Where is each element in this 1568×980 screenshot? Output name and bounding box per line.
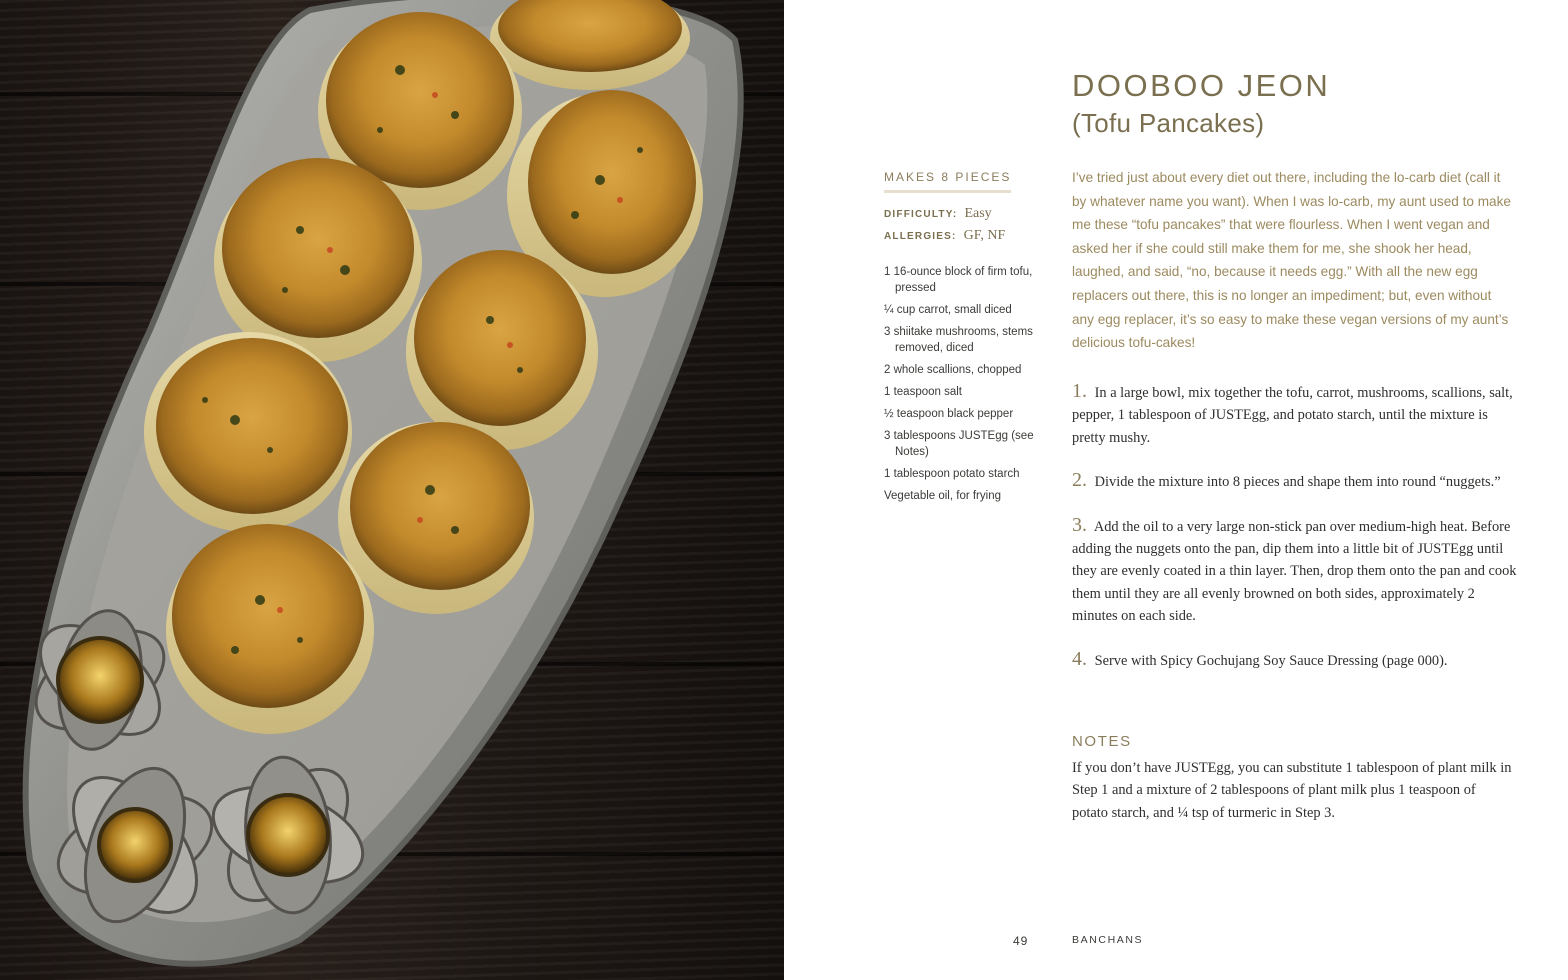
ingredient-item: 1 16-ounce block of firm tofu, pressed <box>884 266 1033 294</box>
step-item <box>1072 380 1522 449</box>
title-main: DOOBOO JEON <box>1072 68 1331 103</box>
step-number: 3. <box>1072 513 1087 536</box>
method-steps <box>1072 380 1522 692</box>
ingredient-item: ¼ cup carrot, small diced <box>884 304 1012 316</box>
ingredient-item: Vegetable oil, for frying <box>884 490 1001 502</box>
allergies-row <box>884 228 1005 244</box>
allergies-value: GF, NF <box>963 228 1006 243</box>
page-number: 49 <box>1013 934 1029 948</box>
step-number: 4. <box>1072 647 1087 670</box>
step-number: 1. <box>1072 380 1087 402</box>
recipe-title <box>1072 70 1330 136</box>
step-text: Divide the mixture into 8 pieces and shape them into round “nuggets.” <box>1094 474 1501 491</box>
title-subtitle: (Tofu Pancakes) <box>1072 108 1265 138</box>
allergies-label: ALLERGIES: <box>884 231 957 242</box>
ingredient-item: 3 tablespoons JUSTEgg (see Notes) <box>884 430 1034 458</box>
step-item <box>1072 648 1522 672</box>
pancake <box>144 332 352 532</box>
ingredient-list <box>884 264 1044 510</box>
ingredient-item: 1 tablespoon potato starch <box>884 468 1020 480</box>
ingredient-item: 3 shiitake mushrooms, stems removed, diced <box>884 326 1033 354</box>
difficulty-value: Easy <box>964 206 992 221</box>
section-name: BANCHANS <box>1072 934 1144 946</box>
step-text: Add the oil to a very large non-stick pan over medium-high heat. Before adding the nuggets onto the pan, dip them into a little bit of JUSTEgg until they are evenly coated in a thin layer. Then, drop them onto the pan and cook them until they are all evenly browned on both sides, approximately 2 minutes on each side. <box>1072 518 1517 625</box>
step-item <box>1072 469 1522 493</box>
step-item <box>1072 514 1522 628</box>
step-text: Serve with Spicy Gochujang Soy Sauce Dressing (page 000). <box>1094 652 1448 669</box>
ingredient-item: 2 whole scallions, chopped <box>884 364 1022 376</box>
notes-heading: NOTES <box>1072 733 1132 750</box>
difficulty-label: DIFFICULTY: <box>884 209 958 220</box>
difficulty-row <box>884 206 992 222</box>
recipe-page <box>784 0 1568 980</box>
pancake <box>338 422 534 614</box>
notes-text: If you don’t have JUSTEgg, you can substitute 1 tablespoon of plant milk in Step 1 and a mixture of 2 tablespoons of plant milk plus 1 teaspoon of potato starch, and ¼ tsp of turmeric in Step 3. <box>1072 760 1512 821</box>
recipe-intro: I’ve tried just about every diet out there, including the lo-carb diet (call it by whatever name you want). When I was lo-carb, my aunt used to make me these “tofu pancakes” that were flourless. When I went vegan and asked her if she could still make them for me, she shook her head, laughed, and said, “no, because it needs egg.” With all the new egg replacers out there, this is no longer an impediment; but, even without any egg replacer, it’s so easy to make these vegan versions of my aunt’s delicious tofu-cakes! <box>1072 170 1511 351</box>
ingredient-item: 1 teaspoon salt <box>884 386 963 398</box>
step-number: 2. <box>1072 469 1087 492</box>
yield-label: MAKES 8 PIECES <box>884 170 1011 193</box>
ingredient-item: ½ teaspoon black pepper <box>884 408 1014 420</box>
step-text: In a large bowl, mix together the tofu, carrot, mushrooms, scallions, salt, pepper, 1 tablespoon of JUSTEgg, and potato starch, until the mixture is pretty mushy. <box>1072 385 1513 446</box>
